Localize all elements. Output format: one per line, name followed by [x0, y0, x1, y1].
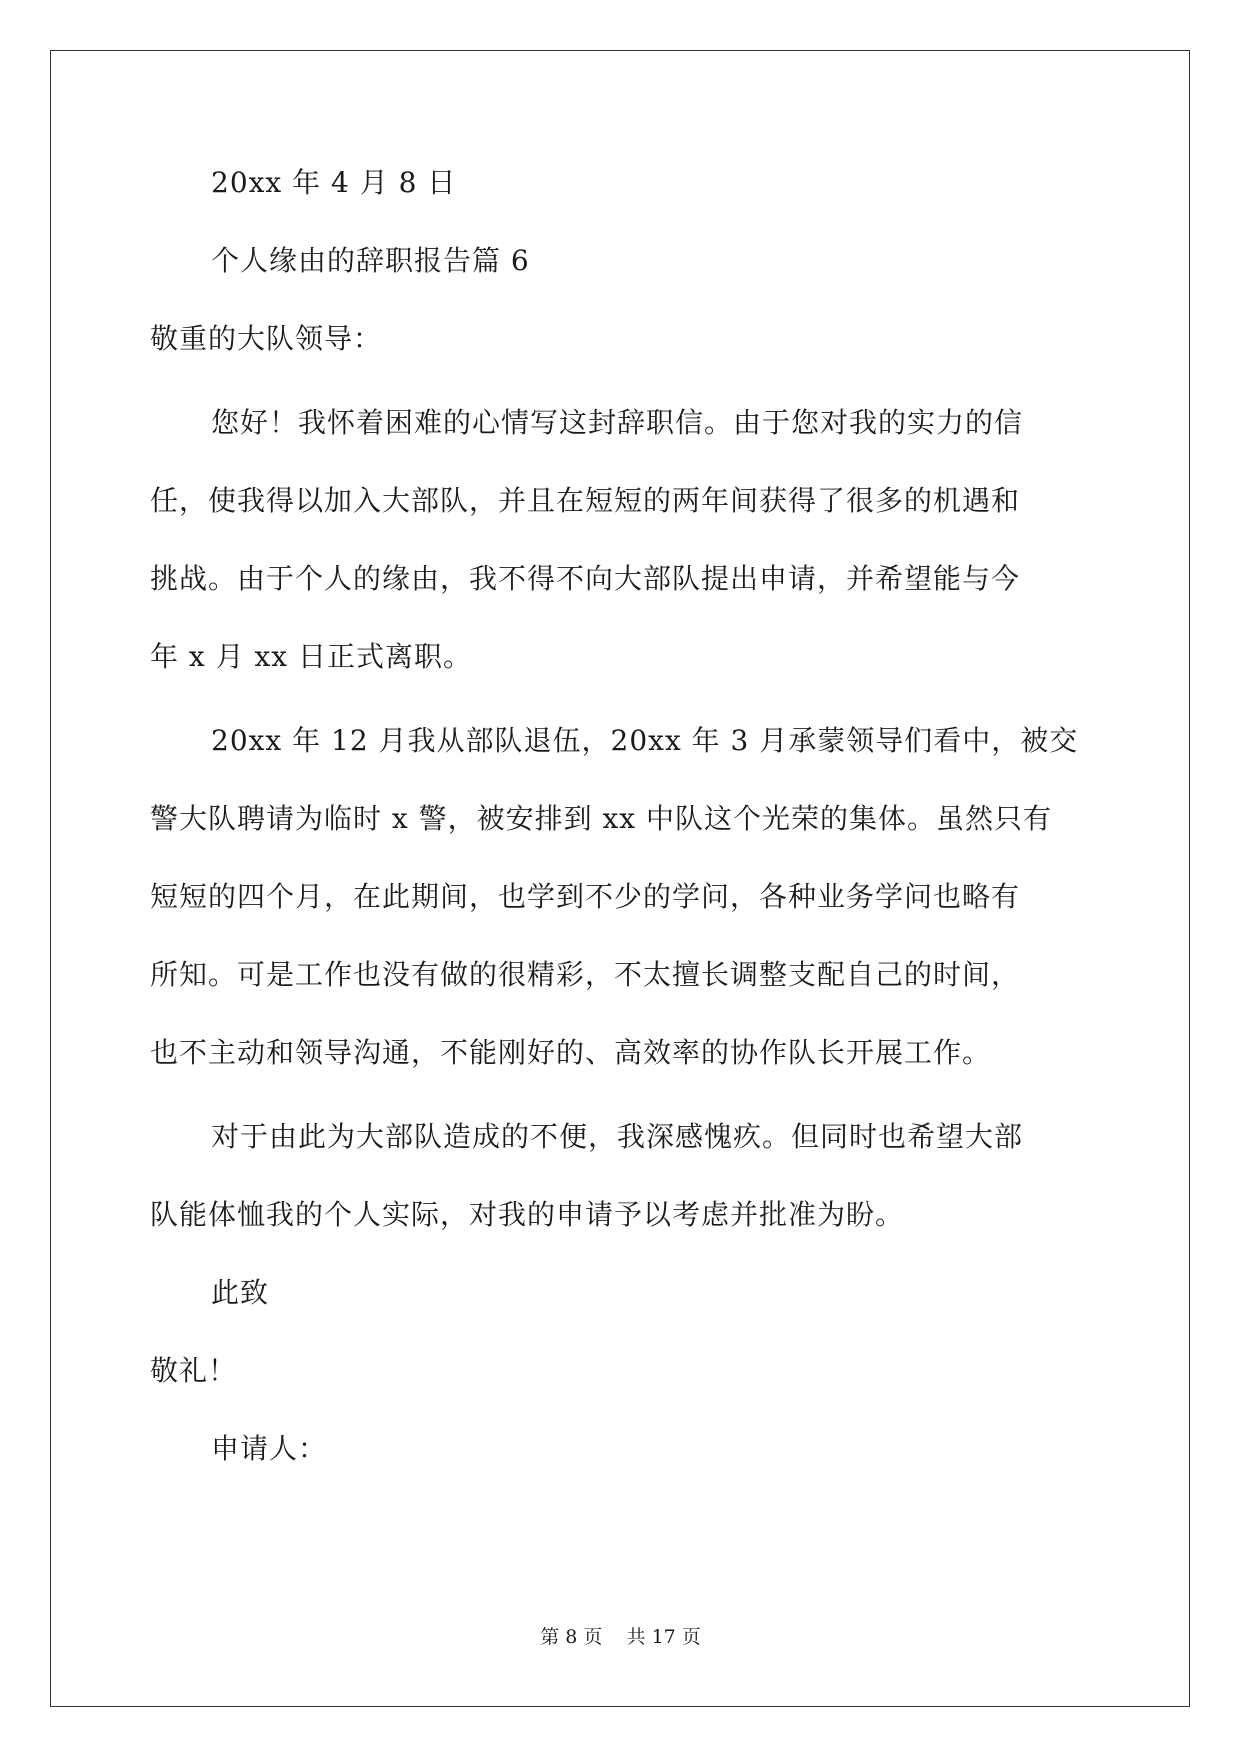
- text-line: 所知。可是工作也没有做的很精彩，不太擅长调整支配自己的时间，: [150, 958, 1021, 991]
- text-line: 也不主动和领导沟通，不能刚好的、高效率的协作队长开展工作。: [150, 1036, 992, 1069]
- text-line: 年 x 月 xx 日正式离职。: [150, 640, 472, 673]
- text-line: 警大队聘请为临时 x 警，被安排到 xx 中队这个光荣的集体。虽然只有: [150, 802, 1052, 835]
- page-footer: 第 8 页 共 17 页: [540, 1626, 701, 1648]
- text-line: 此致: [211, 1276, 270, 1309]
- text-line: 申请人：: [211, 1432, 328, 1465]
- text-line: 队能体恤我的个人实际，对我的申请予以考虑并批准为盼。: [150, 1198, 905, 1231]
- text-line: 挑战。由于个人的缘由，我不得不向大部队提出申请，并希望能与今: [150, 562, 1021, 595]
- text-line: 个人缘由的辞职报告篇 6: [211, 244, 530, 277]
- text-line: 您好！我怀着困难的心情写这封辞职信。由于您对我的实力的信: [211, 406, 1024, 439]
- text-line: 20xx 年 4 月 8 日: [211, 166, 457, 199]
- text-line: 敬重的大队领导：: [150, 322, 383, 355]
- text-line: 任，使我得以加入大部队，并且在短短的两年间获得了很多的机遇和: [150, 484, 1021, 517]
- text-line: 短短的四个月，在此期间，也学到不少的学问，各种业务学问也略有: [150, 880, 1021, 913]
- text-line: 20xx 年 12 月我从部队退伍，20xx 年 3 月承蒙领导们看中，被交: [211, 724, 1079, 757]
- text-line: 对于由此为大部队造成的不便，我深感愧疚。但同时也希望大部: [211, 1120, 1024, 1153]
- text-line: 敬礼！: [150, 1354, 238, 1387]
